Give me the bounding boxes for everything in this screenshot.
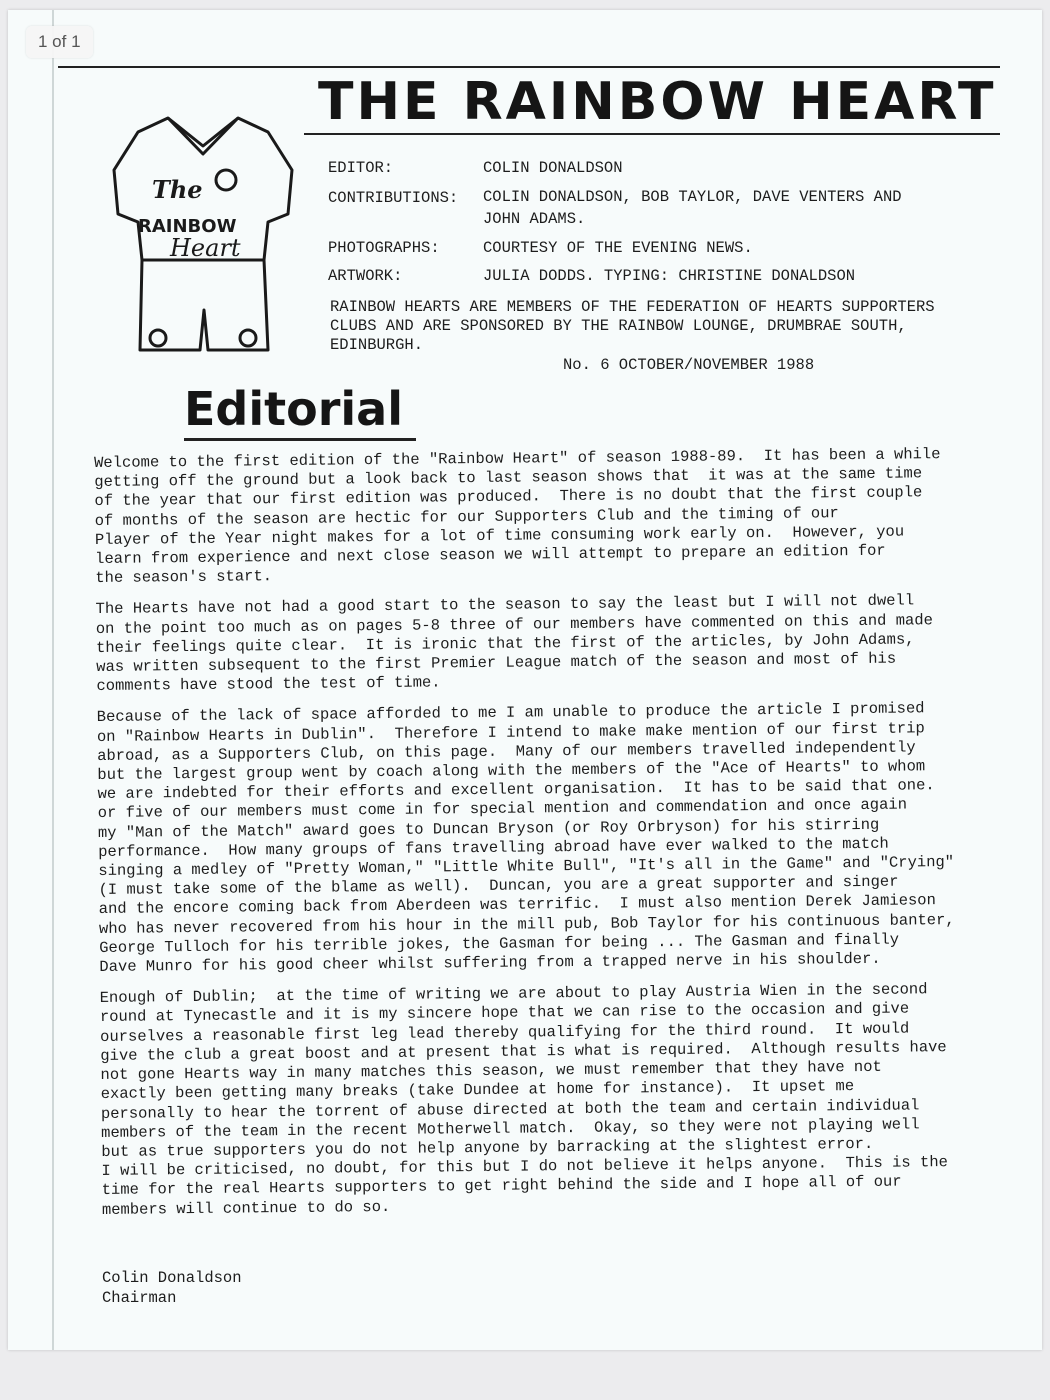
top-rule (58, 66, 1000, 68)
editorial-paragraph: The Hearts have not had a good start to the season to say the least but I will not dwell on the point too much as on pages 5-8 three of our members have commented on this and made their feelings quite clear. It is ironic that the first of the articles, by John Adams, was written subsequent to the first Premier League match of the season and most of his comments have stood the test of time. (95, 591, 934, 696)
editorial-paragraph: Welcome to the first edition of the "Rainbow Heart" of season 1988-89. It has been a while getting off the ground but a look back to last season shows that it was at the same time of the year that our first edition was produced. There is no doubt that the first couple of months of the season are hectic for our Supporters Club and the timing of our Player of the Year night makes for a lot of time consuming work early on. However, you learn from experience and next close season we will attempt to prepare an edition for the season's start. (94, 445, 941, 588)
credit-value: COLIN DONALDSON (483, 159, 623, 177)
document-page (8, 10, 1042, 1350)
signature-title: Chairman (102, 1289, 177, 1307)
page-counter: 1 of 1 (26, 26, 93, 58)
signature-name: Colin Donaldson (102, 1269, 242, 1287)
editorial-body (94, 445, 1002, 1232)
page-binding-line (52, 10, 54, 1350)
jersey-logo-line-1: The (152, 175, 203, 204)
signature-block (102, 1268, 242, 1308)
membership-note: RAINBOW HEARTS ARE MEMBERS OF THE FEDERATION OF HEARTS SUPPORTERS CLUBS AND ARE SPONSORED BY THE RAINBOW LOUNGE, DRUMBRAE SOUTH, EDINBURGH. (330, 298, 935, 354)
credit-value: COURTESY OF THE EVENING NEWS. (483, 239, 753, 257)
credit-label: PHOTOGRAPHS: (328, 239, 440, 257)
credit-label: EDITOR: (328, 159, 394, 177)
title-rule (304, 133, 1000, 135)
editorial-paragraph: Because of the lack of space afforded to me I am unable to produce the article I promised on "Rainbow Hearts in Dublin". Therefore I intend to make make mention of our first trip abroad, as a Supporters Club, on this page. Many of our members travelled independently but the largest group went by coach along with the members of the "Ace of Hearts" to whom we are indebted for their efforts and excellent organisation. It has to be said that one. or five of our members must come in for special mention and commendation and once again my "Man of the Match" award goes to Duncan Bryson (or Roy Orbryson) for his stirring performance. How many groups of fans travelling abroad have ever walked to the match singing a medley of "Pretty Woman," "Little White Bull", "It's all in the Game" and "Crying" (I must take some of the blame as well). Duncan, you are a great supporter and singer and the encore coming back from Aberdeen was terrific. I must also mention Derek Jamieson who has never recovered from his hour in the mill pub, Bob Taylor for his continuous banter, George Tulloch for his terrible jokes, the Gasman for being ... The Gasman and finally Dave Munro for his good cheer whilst suffering from a trapped nerve in his shoulder. (96, 699, 955, 977)
credit-label: CONTRIBUTIONS: (328, 189, 459, 207)
jersey-logo-line-3: Heart (170, 234, 241, 262)
editorial-heading: Editorial (184, 382, 403, 436)
credit-value: COLIN DONALDSON, BOB TAYLOR, DAVE VENTERS AND JOHN ADAMS. (483, 188, 902, 228)
editorial-paragraph: Enough of Dublin; at the time of writing we are about to play Austria Wien in the second round at Tynecastle and it is my sincere hope that we can rise to the occasion and give ourselves a reasonable first leg lead thereby qualifying for the third round. It would give the club a great boost and at present that is what is required. Although results have not gone Hearts way in many matches this season, we must remember that they have not exactly been getting many breaks (take Dundee at home for instance). It upset me personally to hear the torrent of abuse directed at both the team and certain individual members of the team in the recent Motherwell match. Okay, so they were not playing well but as true supporters you do not help anyone by barracking at the slightest error. I will be criticised, no doubt, for this but I do not believe it helps anyone. This is the time for the real Hearts supporters to get right behind the side and I hope all of our members will continue to do so. (99, 980, 949, 1219)
credit-label: ARTWORK: (328, 267, 403, 285)
jersey-logo-icon (108, 110, 298, 370)
credit-value: JULIA DODDS. TYPING: CHRISTINE DONALDSON (483, 267, 856, 285)
jersey-logo-line-2: RAINBOW (138, 216, 237, 237)
issue-number: No. 6 OCTOBER/NOVEMBER 1988 (563, 356, 815, 374)
newsletter-title: THE RAINBOW HEART (318, 72, 997, 132)
editorial-underline (184, 438, 416, 441)
